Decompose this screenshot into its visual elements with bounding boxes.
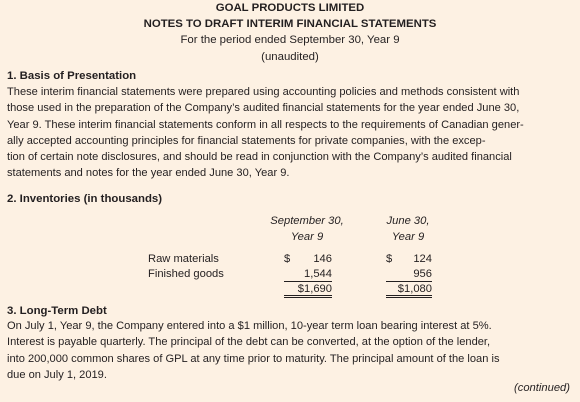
- note1-line: tion of certain note disclosures, and should be read in conjunction with the Company’s audited financial: [7, 151, 512, 164]
- column-header-june-line2: Year 9: [391, 231, 425, 243]
- inventory-row-label: Raw materials: [148, 253, 219, 265]
- note1-body: [7, 84, 574, 182]
- reporting-period: For the period ended September 30, Year 9: [180, 34, 400, 46]
- inventory-total-september: [284, 281, 332, 298]
- document-title: NOTES TO DRAFT INTERIM FINANCIAL STATEMENTS: [143, 18, 437, 30]
- inventory-value: 956: [413, 268, 432, 280]
- inventory-total-value: $1,080: [397, 283, 432, 295]
- column-header-june: [372, 213, 444, 245]
- inventory-total-june: [386, 281, 432, 298]
- note1-title: 1. Basis of Presentation: [7, 70, 137, 82]
- continued-label: (continued): [514, 382, 570, 394]
- company-name: GOAL PRODUCTS LIMITED: [215, 2, 365, 14]
- currency-symbol: $: [386, 253, 393, 265]
- note3-line: due on July 1, 2019.: [7, 368, 107, 381]
- note3-line: Interest is payable quarterly. The principal of the debt can be converted, at the option of the lender,: [7, 336, 491, 349]
- note1-line: those used in the preparation of the Company’s audited financial statements for the year ended June 30,: [7, 102, 520, 115]
- note1-line: These interim financial statements were prepared using accounting policies and methods consistent with: [7, 86, 520, 98]
- currency-symbol: $: [284, 253, 291, 265]
- note1-line: statements and notes for the year ended June 30, Year 9.: [7, 167, 290, 180]
- audit-status: (unaudited): [261, 51, 319, 63]
- note3-line: On July 1, Year 9, the Company entered into a $1 million, 10-year term loan bearing interest at 5%.: [7, 320, 492, 332]
- note1-line: ally accepted accounting principles for financial statements for private companies, with the excep-: [7, 134, 486, 147]
- inventory-total-value: $1,690: [297, 283, 332, 295]
- note1-line: Year 9. These interim financial statements conform in all respects to the requirements of Canadian gener-: [7, 118, 524, 131]
- note3-line: into 200,000 common shares of GPL at any time prior to maturity. The principal amount of the loan is: [7, 352, 500, 365]
- note3-title: 3. Long-Term Debt: [7, 305, 107, 317]
- note3-body: [7, 318, 574, 383]
- inventory-row-label: Finished goods: [148, 268, 224, 280]
- column-header-september: [258, 213, 356, 245]
- inventory-value: 146: [313, 253, 332, 265]
- column-header-september-line2: Year 9: [290, 231, 324, 243]
- note2-title: 2. Inventories (in thousands): [7, 193, 163, 205]
- column-header-september-line1: September 30,: [270, 215, 344, 227]
- inventory-value: 1,544: [304, 268, 332, 280]
- column-header-june-line1: June 30,: [386, 215, 430, 227]
- inventory-value: 124: [413, 253, 432, 265]
